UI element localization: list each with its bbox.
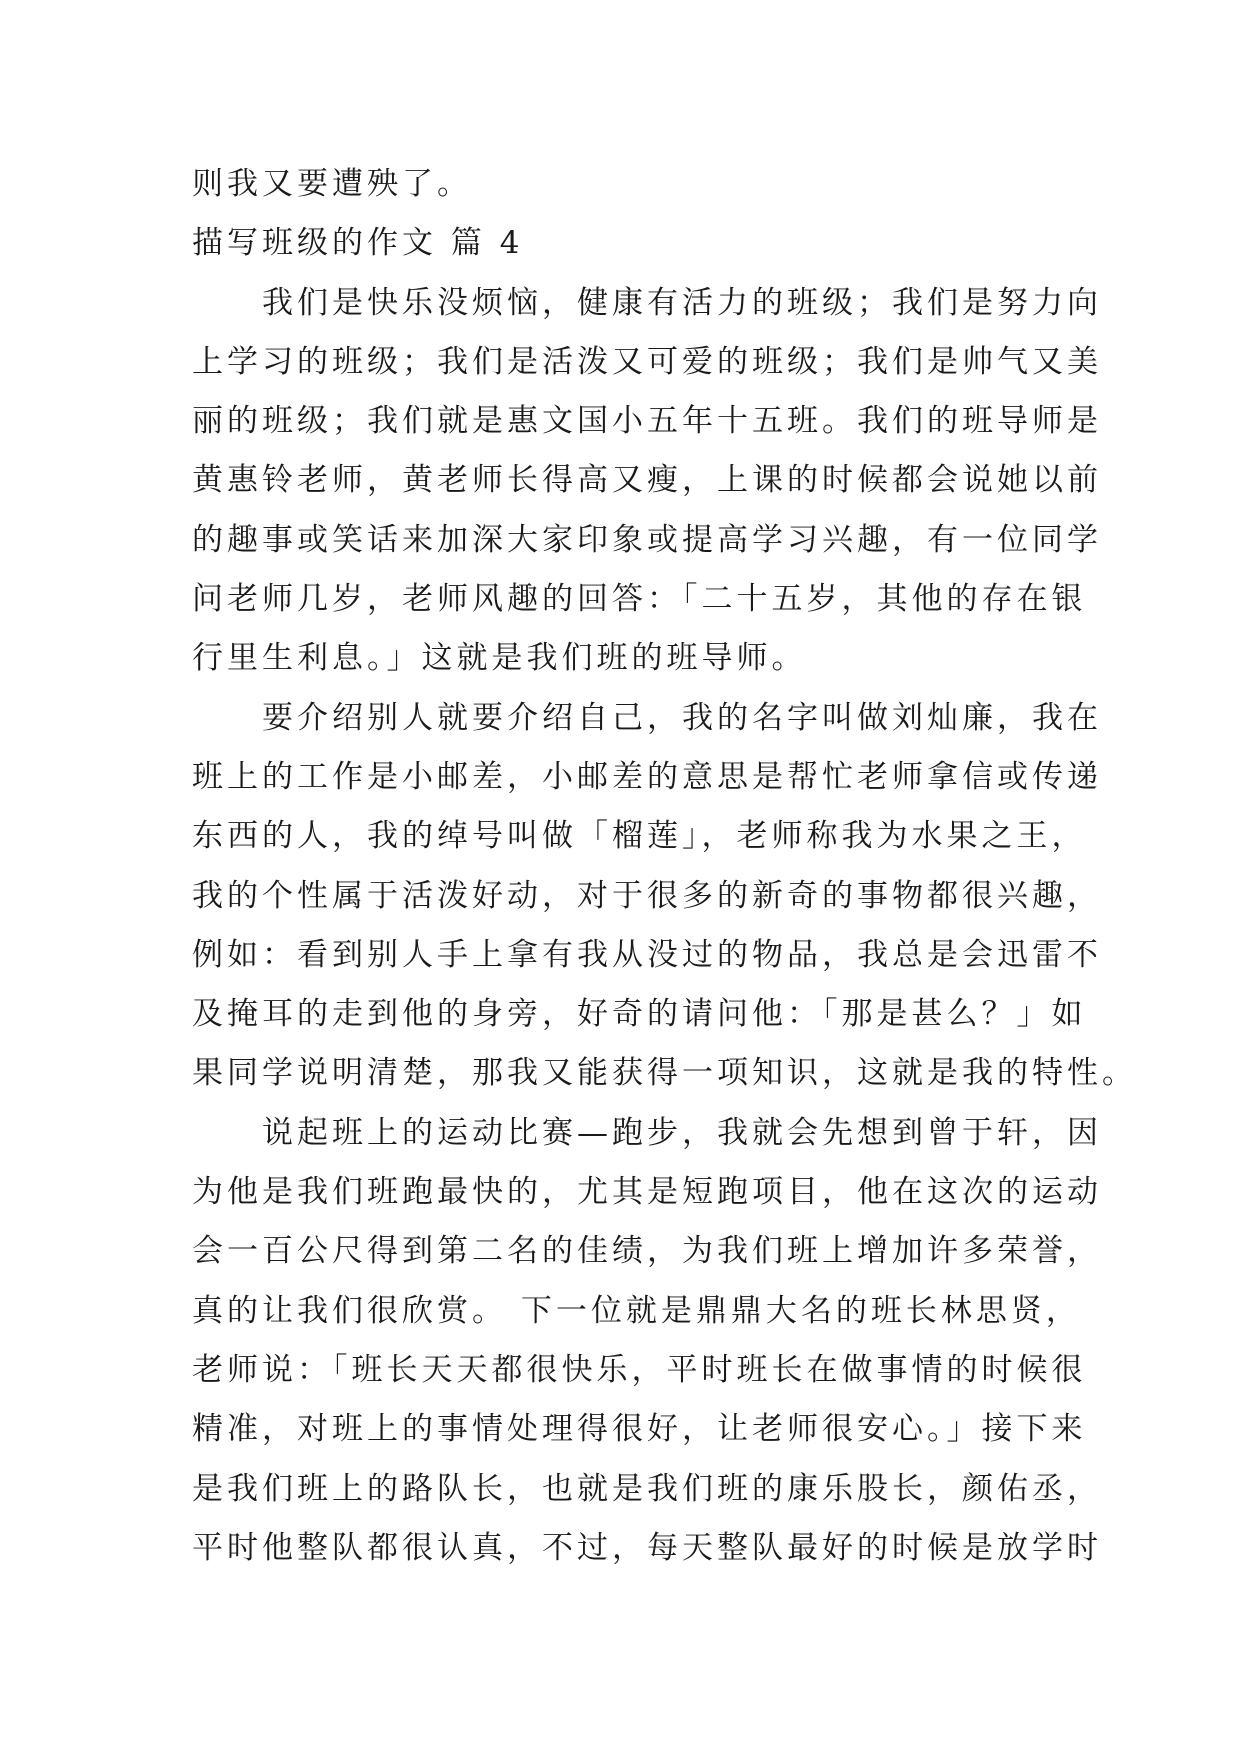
- text-line: 黄惠铃老师，黄老师长得高又瘦，上课的时候都会说她以前: [192, 462, 1102, 499]
- text-line: 及掩耳的走到他的身旁，好奇的请问他：「那是甚么？」如: [192, 996, 1087, 1033]
- text-line: 是我们班上的路队长，也就是我们班的康乐股长，颜佑丞，: [192, 1470, 1102, 1507]
- text-line: 我的个性属于活泼好动，对于很多的新奇的事物都很兴趣，: [192, 877, 1102, 914]
- text-line: 班上的工作是小邮差，小邮差的意思是帮忙老师拿信或传递: [192, 758, 1102, 795]
- text-line: 则我又要遭殃了。: [192, 166, 472, 202]
- text-line: 行里生利息。」这就是我们班的班导师。: [192, 640, 807, 677]
- text-line: 说起班上的运动比赛—跑步，我就会先想到曾于轩，因: [192, 1114, 1102, 1151]
- text-line: 要介绍别人就要介绍自己，我的名字叫做刘灿廉，我在: [192, 699, 1102, 736]
- text-line: 东西的人，我的绰号叫做「榴莲」，老师称我为水果之王，: [192, 818, 1087, 855]
- text-line: 果同学说明清楚，那我又能获得一项知识，这就是我的特性。: [192, 1055, 1137, 1092]
- text-line: 真的让我们很欣赏。 下一位就是鼎鼎大名的班长林思贤，: [192, 1292, 1081, 1329]
- document-body: [192, 155, 1137, 1578]
- text-line: 精准，对班上的事情处理得很好，让老师很安心。」接下来: [192, 1411, 1087, 1448]
- text-line: 的趣事或笑话来加深大家印象或提高学习兴趣，有一位同学: [192, 521, 1102, 558]
- text-line: 我们是快乐没烦恼，健康有活力的班级；我们是努力向: [192, 284, 1102, 321]
- text-line: 会一百公尺得到第二名的佳绩，为我们班上增加许多荣誉，: [192, 1233, 1102, 1270]
- text-line: 丽的班级；我们就是惠文国小五年十五班。我们的班导师是: [192, 403, 1102, 440]
- text-line: 老师说：「班长天天都很快乐，平时班长在做事情的时候很: [192, 1351, 1087, 1388]
- text-line: 例如：看到别人手上拿有我从没过的物品，我总是会迅雷不: [192, 936, 1102, 973]
- section-heading: 描写班级的作文 篇 4: [192, 225, 524, 262]
- text-line: 为他是我们班跑最快的，尤其是短跑项目，他在这次的运动: [192, 1174, 1102, 1211]
- text-line: 问老师几岁，老师风趣的回答：「二十五岁，其他的存在银: [192, 581, 1087, 618]
- text-line: 平时他整队都很认真，不过，每天整队最好的时候是放学时: [192, 1529, 1102, 1566]
- text-line: 上学习的班级；我们是活泼又可爱的班级；我们是帅气又美: [192, 343, 1102, 380]
